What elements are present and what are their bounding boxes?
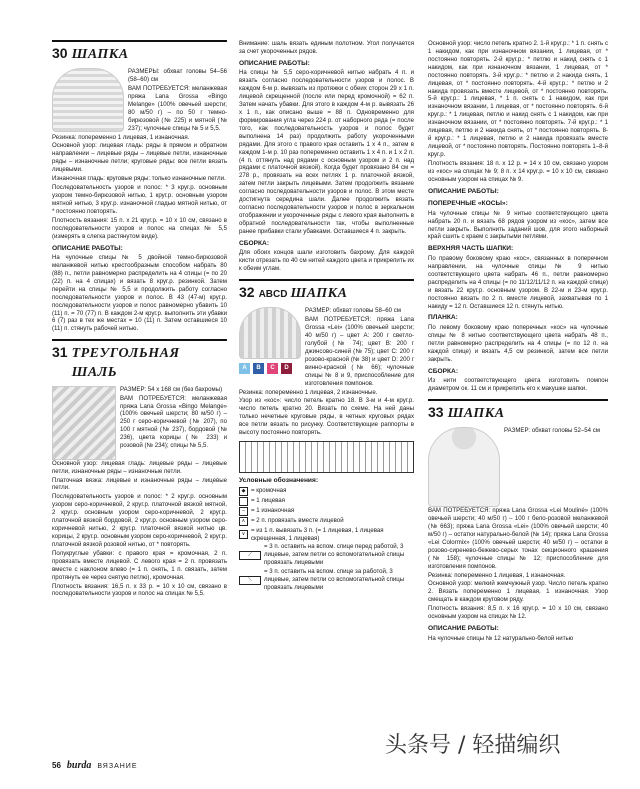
sequence-text: Последовательность узоров и полос: * 3 круг.р. основным узором темно-бирюзовой нитью, 1 круг.р. основным узором мятной нитью, 3 круг.р. изнаночной гладью мятной нитью, от * постоянно повторять.	[52, 184, 227, 215]
decrease-text: Полукруглые убавки: с правого края = кромочная, 2 п. провязать вместе лицевой. С левого края = 2 п. провязать вместе с наклоном влево (= 1 п. снять, 1 п. связать, затем протянуть ее через снятую петлю), кромочная.	[52, 549, 227, 581]
size-text: РАЗМЕР: обхват головы 58–60 см	[305, 307, 401, 315]
work-heading: ОПИСАНИЕ РАБОТЫ:	[239, 59, 310, 67]
section-32-header	[239, 279, 414, 303]
size-text: РАЗМЕР: 54 x 168 см (без бахромы)	[120, 385, 223, 393]
page-number: 56	[52, 761, 61, 770]
section-title: ТРЕУГОЛЬНАЯ ШАЛЬ	[71, 346, 180, 380]
section-33-header	[428, 399, 608, 423]
note-text: Внимание: шаль вязать единым полотном. Угол получается за счет укороченных рядов.	[239, 40, 414, 55]
reverse-text: Изнаночная гладь: круговые ряды: только изнаночные петли.	[52, 175, 226, 183]
cable-chart	[239, 441, 414, 473]
brand-subtitle: ВЯЗАНИЕ	[97, 763, 138, 770]
hat-image	[52, 68, 124, 132]
brand-name: burda	[66, 760, 92, 771]
gauge-text: Плотность вязания: 16,5 п. x 33 р. = 10 x 10 см, связано в последовательности узоров и полос на спицах № 5,5.	[52, 582, 227, 598]
size-text: РАЗМЕР: обхват головы 52–54 см	[504, 427, 600, 435]
legend-item: ⟋ = 3 п. оставить на вспом. спице перед работой, 3 лицевые, затем петли со вспомогательной спицы провязать лицевыми	[239, 543, 414, 567]
cable-back-symbol-icon: ⟍	[239, 576, 261, 585]
size-text: РАЗМЕРЫ: обхват головы 54–56 (58–60) см	[128, 68, 227, 84]
rib-text: Резинка: попеременно 1 лицевая, 1 изнаночная.	[428, 571, 566, 579]
variant-letters: ABCD	[258, 289, 288, 301]
hat-32-intro	[239, 307, 414, 388]
top-text: По правому боковому краю «кос», связанных в поперечном направлении, на чулочные спицы № 9 нитью соответствующего цвета набрать 46 п., петли равномерно распределить на 4 спицы (= по 11/12/11/12 п. на каждой спице) и вязать 22 круг.р. основным узором. В 22-м и 23-м круг.р. постоянно вязать по 2 п. вместе лицевой, захватывая по 1 накиду = 12 п. Оставшиеся 12 п. стянуть нитью.	[428, 254, 608, 310]
watermark: 头条号 / 轻描编织	[385, 733, 561, 758]
band-text: По левому боковому краю поперечных «кос» на чулочные спицы № 8 нитью соответствующего цвета набрать 48 п., петли равномерно распределить на 4 спицы (= по 12 п. на каждой спице) и вязать 4,5 см резинкой, затем все петли закрыть.	[428, 323, 608, 363]
cable-front-symbol-icon: ⟋	[239, 551, 261, 560]
gauge-text: Плотность вязания: 18 п. x 12 р. = 14 x 10 см, связано узором из «кос» на спицах № 9; 8 п. x 14 круг.р. = 10 x 10 см, связано основным узором на спицах № 9.	[428, 159, 608, 183]
assembly-heading: СБОРКА:	[239, 239, 270, 247]
gauge-text: Плотность вязания: 15 п. x 21 круг.р. = 10 x 10 см, связано в последовательности узоров и полос на спицах № 5,5 (измерять в слегка растянутом виде).	[52, 216, 227, 240]
legend-item: ∨ = из 1 п. вывязать 3 п. (= 1 лицевая, 1 лицевая скрещенная, 1 лицевая)	[239, 527, 414, 543]
work-heading: ОПИСАНИЕ РАБОТЫ:	[52, 244, 123, 252]
materials-text: ВАМ ПОТРЕБУЕТСЯ: меланжевая пряжа Lana Grossa «Bingo Melange» (100% овечьей шерсти; 80 м/50 г) – 250 г серо-коричневой (№ 207), по 100 г мятной (№ 237), бордовой (№ 236), цвета корицы (№ 233) и розовой (№ 234); спицы № 5,5.	[120, 394, 227, 450]
work-heading: ОПИСАНИЕ РАБОТЫ:	[428, 625, 499, 633]
legend-item: = 1 лицевая	[239, 497, 414, 506]
pattern-text: Основной узор: лицевая гладь: ряды в прямом и обратном направлении – лицевые ряды – лицевые петли, изнаночные ряды – изнаночные петли; круговые ряды: все петли вязать лицевыми.	[52, 142, 227, 174]
work-text: На чулочные спицы № 12 натурально-белой нитью	[428, 634, 574, 642]
gauge-text: Плотность вязания: 8,5 п. x 16 круг.р. = 10 x 10 см, связано основным узором на спицах № 12.	[428, 605, 608, 621]
garter-text: Платочная вязка: лицевые и изнаночные ряды – лицевые петли.	[52, 476, 227, 492]
swatch-c: C	[267, 363, 278, 374]
color-swatches	[239, 363, 301, 374]
work-text: На чулочные спицы № 5 двойной темно-бирюзовой меланжевой нитью крестообразным способом набрать 80 (88) п., петли равномерно распределить на 4 спицы (= по 20 (22) п. на 4 спицах) и вязать 8 круг.р. резинкой. Затем перейти на спицы № 5,5 и продолжить работу согласно последовательности узоров и полос. В 43 (47-м) круг.р. последовательности узоров и полос равномерно убавить 10 (11) п. = 70 (77) п. В каждом 2-м круг.р. выполнить эти убавки 6 (7) раз в тех же местах = 10 (11) п. Затем оставшиеся 10 (11) п. стянуть рабочей нитью.	[52, 254, 227, 333]
hat-30-intro	[52, 68, 227, 133]
legend-item: – = 1 изнаночная	[239, 507, 414, 516]
cable-text: Узор из «кос»: число петель кратно 18. В 3-м и 4-м круг.р. число петель кратно 20. Вязать по схеме. На ней даны только нечетные круговые ряды, в четных круговых рядах все петли вязать по рисунку. Соответствующие раппорты в высоту постоянно повторять.	[239, 397, 414, 437]
shawl-31-intro	[52, 386, 227, 460]
pattern-text: Основной узор: число петель кратно 2. 1-й круг.р.: * 1 п. снять с 1 накидом, как при изнаночном вязании, 1 лицевая, от * постоянно повторять. 2-й круг.р.: * петлю и накид снять с 1 накидом, как при изнаночном вязании, 1 лицевая, от * постоянно повторять. 3-й круг.р.: * петлю и 2 накида снять, 1 лицевая, от * постоянно повторять. 4-й круг.р.: * петлю и 2 накида провязать вместе лицевой, от * постоянно повторять. 5-й круг.р.: 1 лицевая, * 1 п. снять с 1 накидом, как при изнаночном вязании, 1 лицевая, от * постоянно повторять. 6-й круг.р.: * 1 лицевая, петлю и накид снять с 1 накидом, как при изнаночном вязании, от * постоянно повторять. 7-й круг.р.: * 1 лицевая, петлю и 2 накида снять, от * постоянно повторять. 8-й круг.р.: * 1 лицевая, петлю и 2 накида провязать вместе лицевой, от * постоянно повторять. Постоянно повторять 1–8-й круг.р.	[428, 40, 608, 158]
work-text: На спицы № 5,5 серо-коричневой нитью набрать 4 п. и вязать согласно последовательности узоров и полос. В каждом 6-м р. вывязать из протяжки с обеих сторон 29 x 1 п. лицевой скрещенной (после или перед кромочной) = 62 п. Затем начать убавки. Для этого в каждом 4-м р. вывязать 26 x 1 п., как описано выше = 88 п. Одновременно для формирования угла через 224 р. от наборного ряда (= после того, как последовательность узоров и полос будет выполнена 14 раз) продолжить работу укороченными рядами. Для этого с правого края оставить 1 x 4 п., затем в каждом 1-м р. 10 раз попеременно оставить 1 x 4 п. и 1 x 2 п. (4 п. оттянуть над рядами с основным узором и 2 п. над рядами с платочной вязкой). Когда будет провязано 84 см = 278 р., провязать на всех петлях 1 р. платочной вязкой, затем петли закрыть лицевыми. Затем продолжить вязание согласно последовательности узоров и полос. В этом месте достигнута середина шали. Далее продолжить вязать согласно последовательности узоров и полос в зеркальном отображении и укороченные ряды с левого края выполнить в обратной последовательности так, чтобы выполненные ранее прибавки стали убавками. Оставшиеся 4 п. закрыть.	[239, 69, 414, 235]
work-heading: ОПИСАНИЕ РАБОТЫ:	[428, 187, 499, 195]
assembly-heading: СБОРКА:	[428, 367, 459, 375]
swatch-a: A	[239, 363, 250, 374]
k2tog-symbol-icon: ∧	[239, 517, 248, 526]
section-title: ШАПКА	[447, 406, 505, 421]
knit-symbol-icon	[239, 497, 248, 506]
purl-symbol-icon: –	[239, 507, 248, 516]
shawl-image	[52, 386, 116, 460]
section-30-header	[52, 40, 227, 64]
edge-symbol-icon: ◆	[239, 487, 248, 496]
pattern-text: Основной узор: лицевая гладь: лицевые ряды – лицевые петли, изнаночные ряды – изнаночные петли.	[52, 459, 227, 475]
section-number: 33	[428, 404, 444, 420]
top-heading: ВЕРХНЯЯ ЧАСТЬ ШАПКИ:	[428, 245, 514, 253]
section-number: 30	[52, 45, 68, 61]
increase-symbol-icon: ∨	[239, 530, 248, 539]
legend-item: ◆ = кромочная	[239, 487, 414, 496]
legend-heading: Условные обозначения:	[239, 477, 319, 485]
legend-item: ⟍ = 3 п. оставить на вспом. спице за работой, 3 лицевые, затем петли со вспомогательной спицы провязать лицевыми	[239, 568, 414, 592]
hat-image	[239, 307, 301, 359]
materials-text: ВАМ ПОТРЕБУЕТСЯ: меланжевая пряжа Lana Grossa «Bingo Melange» (100% овечьей шерсти; 80 м/50 г) – по 50 г темно-бирюзовой (№ 225) и мятной (№ 237); чулочные спицы № 5 и 5,5.	[128, 85, 227, 132]
page-footer	[52, 760, 138, 771]
swatch-b: B	[253, 363, 264, 374]
column-right	[428, 40, 608, 644]
hat-image	[428, 427, 500, 507]
hat-33-intro	[428, 427, 608, 507]
cables-heading: ПОПЕРЕЧНЫЕ «КОСЫ»:	[428, 200, 508, 208]
section-number: 31	[52, 344, 68, 361]
section-31-header	[52, 339, 227, 381]
legend-item: ∧ = 2 п. провязать вместе лицевой	[239, 517, 414, 526]
pattern-text: Основной узор: мелкий жемчужный узор. Число петель кратно 2. Вязать попеременно 1 лицевая, 1 изнаночная. Узор смещать в каждом круговом ряду.	[428, 580, 608, 604]
cables-text: На чулочные спицы № 9 нитью соответствующего цвета набрать 20 п. и вязать 68 рядов узором из «кос», затем все петли закрыть. Выполнить заданий шов, для этого наборный край сшить с краем с закрытыми петлями.	[428, 209, 608, 241]
rib-text: Резинка: попеременно 1 лицевая, 2 изнаночные.	[239, 388, 378, 396]
band-heading: ПЛАНКА:	[428, 314, 458, 322]
section-title: ШАПКА	[290, 286, 348, 302]
section-title: ШАПКА	[71, 47, 129, 62]
rib-text: Резинка: попеременно 1 лицевая, 1 изнаночная.	[52, 133, 190, 141]
column-left	[52, 40, 227, 599]
swatch-d: D	[281, 363, 292, 374]
column-middle	[239, 40, 414, 593]
assembly-text: Из нити соответствующего цвета изготовить помпон диаметром ок. 11 см и прикрепить его к макушке шапки.	[428, 377, 608, 393]
materials-text: ВАМ ПОТРЕБУЕТСЯ: пряжа Lana Grossa «Lei Mouliné» (100% овечьей шерсти; 40 м/50 г) – 100 г бело-розовой меланжевой (№ 663); пряжа Lana Grossa «Lei» (100% овечьей шерсти; 40 м/50 г) – остатки натурально-белой (№ 14); пряжа Lana Grossa «Lei Colormix» (100% овечьей шерсти; 40 м/50 г) – остатки в розово-сиренево-бежево-серых тонах секционного крашения (№ 158); чулочные спицы № 12; приспособление для изготовления помпонов.	[428, 507, 608, 570]
sequence-text: Последовательность узоров и полос: * 2 круг.р. основным узором серо-коричневой, 2 круг.р. платочной вязкой мятной, 2 круг.р. основным узором серо-коричневой, 2 круг.р. платочной вязкой бордовой, 2 круг.р. основным узором серо-коричневой нитью, 2 круг.р. платочной вязкой нитью цв. корицы, 2 круг.р. основным узором серо-коричневой, 2 круг.р. платочной вязкой розовой нитью, от * повторять.	[52, 493, 227, 548]
assembly-text: Для обоих концов шали изготовить бахрому. Для каждой кисти отрезать по 40 см нитей каждого цвета и прикрепить их к обеим углам.	[239, 249, 414, 273]
section-number: 32	[239, 284, 255, 301]
materials-text: ВАМ ПОТРЕБУЕТСЯ: пряжа Lana Grossa «Lei» (100% овечьей шерсти; 40 м/50 г) – цвет A: 200 г светло-голубой (№ 74); цвет B: 200 г джинсово-синей (№ 75); цвет C: 200 г розово-красной (№ 38) и цвет D: 200 г винно-красной (№ 66); чулочные спицы № 8 и 9, приспособление для изготовления помпонов.	[305, 316, 414, 387]
